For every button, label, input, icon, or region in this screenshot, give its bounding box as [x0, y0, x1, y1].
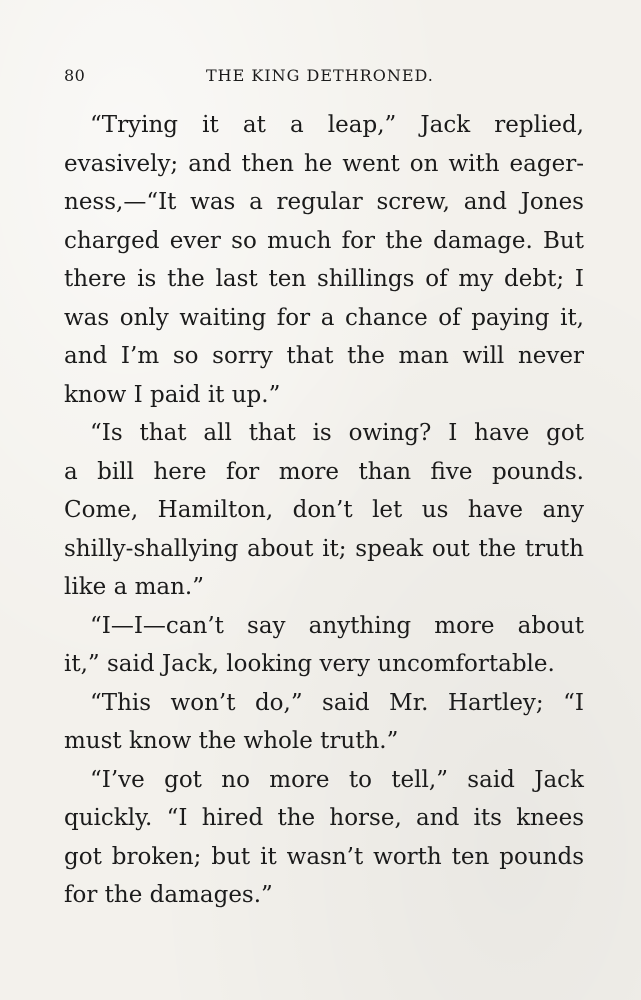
- text-line: was only waiting for a chance of paying it,: [64, 304, 584, 331]
- text-line: a bill here for more than five pounds.: [64, 458, 584, 485]
- text-line: quickly. “I hired the horse, and its knees: [64, 805, 584, 831]
- paragraph-1: [64, 106, 584, 414]
- text-line: ness,—“It was a regular screw, and Jones: [64, 189, 584, 215]
- text-line: know I paid it up.”: [64, 381, 281, 408]
- text-line: it,” said Jack, looking very uncomfortable.: [64, 651, 555, 677]
- text-line: “Is that all that is owing? I have got: [90, 420, 584, 446]
- text-line: for the damages.”: [64, 882, 273, 908]
- text-line: like a man.”: [64, 574, 204, 600]
- text-line: got broken; but it wasn’t worth ten pounds: [64, 843, 584, 870]
- paragraph-2: [64, 414, 584, 607]
- page-number: 80: [64, 66, 86, 85]
- page-header: [64, 66, 584, 90]
- text-line: shilly-shallying about it; speak out the truth: [64, 535, 584, 562]
- text-line: must know the whole truth.”: [64, 728, 399, 754]
- text-line: “This won’t do,” said Mr. Hartley; “I: [90, 689, 584, 716]
- paragraph-4: [64, 684, 584, 761]
- text-line: “Trying it at a leap,” Jack replied,: [90, 112, 584, 138]
- text-line: there is the last ten shillings of my debt; I: [64, 266, 584, 292]
- text-line: evasively; and then he went on with eager-: [64, 150, 584, 177]
- running-title: THE KING DETHRONED.: [206, 66, 434, 85]
- text-line: “I’ve got no more to tell,” said Jack: [90, 766, 584, 793]
- body-text: [64, 106, 584, 915]
- text-line: “I—I—can’t say anything more about: [90, 612, 584, 639]
- text-line: Come, Hamilton, don’t let us have any: [64, 497, 584, 523]
- text-line: charged ever so much for the damage. But: [64, 227, 584, 254]
- text-line: and I’m so sorry that the man will never: [64, 343, 584, 369]
- paragraph-5: [64, 761, 584, 915]
- paragraph-3: [64, 607, 584, 684]
